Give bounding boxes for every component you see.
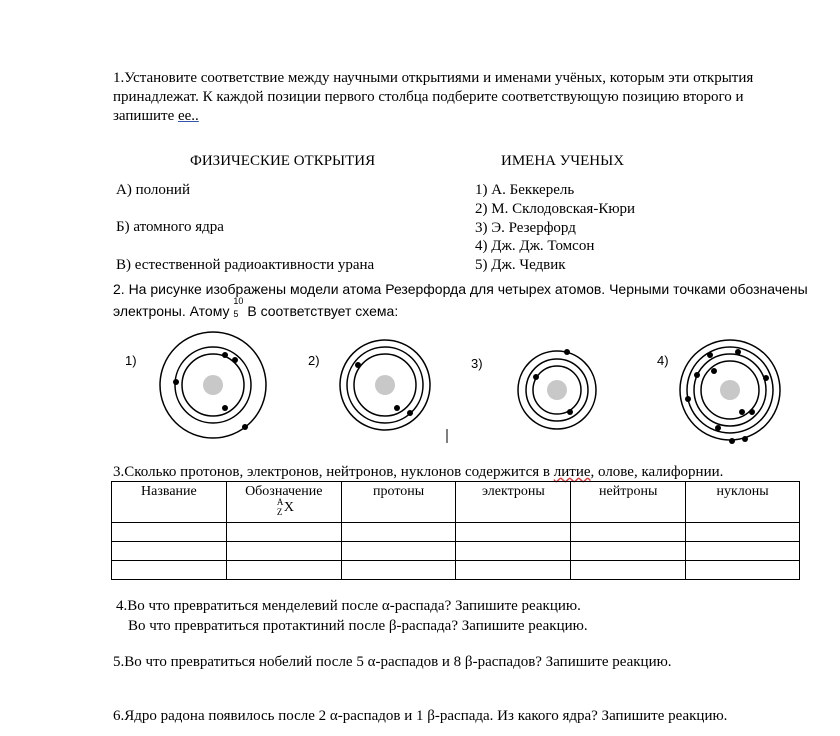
atom-3-electron xyxy=(533,374,539,380)
question-3-wavy-word: литие xyxy=(553,464,591,480)
header-neutrons: нейтроны xyxy=(571,482,686,523)
table-cell[interactable] xyxy=(456,542,571,561)
notation-number: Z xyxy=(276,507,283,517)
table-cell[interactable] xyxy=(341,542,456,561)
table-header-row xyxy=(112,482,800,523)
scientist-2: 2) М. Склодовская-Кюри xyxy=(475,201,636,217)
particles-table xyxy=(111,481,800,580)
atom-4-electron xyxy=(715,425,721,431)
header-notation xyxy=(226,482,341,523)
question-1-text xyxy=(113,69,808,126)
notation-symbol-group xyxy=(227,497,341,517)
scientists-header: ИМЕНА УЧЕНЫХ xyxy=(501,153,625,169)
isotope-symbol: B xyxy=(247,303,257,319)
isotope-mass: 10 xyxy=(233,296,244,307)
table-cell[interactable] xyxy=(112,542,227,561)
question-2-text xyxy=(113,278,813,322)
boron-isotope-notation xyxy=(233,296,247,320)
atom-3-label: 3) xyxy=(471,356,483,371)
table-cell[interactable] xyxy=(571,523,686,542)
isotope-number: 5 xyxy=(233,309,239,320)
atom-3 xyxy=(518,349,596,429)
atom-3-electron xyxy=(564,349,570,355)
atom-4-electron xyxy=(763,375,769,381)
discovery-a: А) полоний xyxy=(116,182,190,198)
atom-1 xyxy=(160,332,266,438)
question-2-after: соответствует схема: xyxy=(256,303,399,319)
header-nucleons: нуклоны xyxy=(686,482,800,523)
question-3-text xyxy=(113,463,723,482)
atom-3-electron xyxy=(567,409,573,415)
atom-4-electron xyxy=(735,349,741,355)
atom-4-nucleus xyxy=(720,380,740,400)
table-cell[interactable] xyxy=(686,523,800,542)
header-electrons: электроны xyxy=(456,482,571,523)
discovery-b: Б) атомного ядра xyxy=(116,219,224,235)
header-protons: протоны xyxy=(341,482,456,523)
table-cell[interactable] xyxy=(686,542,800,561)
scientist-4: 4) Дж. Дж. Томсон xyxy=(475,238,595,254)
atom-models xyxy=(0,328,840,448)
table-cell[interactable] xyxy=(226,542,341,561)
discovery-c: В) естественной радиоактивности урана xyxy=(116,257,375,273)
scientist-1: 1) А. Беккерель xyxy=(475,182,575,198)
atom-2-electron xyxy=(355,362,361,368)
atom-4-electron xyxy=(729,438,735,444)
atom-1-electron xyxy=(222,352,228,358)
table-cell[interactable] xyxy=(571,542,686,561)
atom-1-electron xyxy=(173,379,179,385)
table-cell[interactable] xyxy=(456,561,571,580)
table-cell[interactable] xyxy=(341,523,456,542)
atom-1-electron xyxy=(232,357,238,363)
atom-2-label: 2) xyxy=(308,353,320,368)
atom-2-electron xyxy=(394,405,400,411)
question-3-before: 3.Сколько протонов, электронов, нейтронов, нуклонов содержится в xyxy=(113,464,554,480)
atom-4-electron xyxy=(711,368,717,374)
header-name: Название xyxy=(112,482,227,523)
atom-4-electron xyxy=(739,409,745,415)
table-cell[interactable] xyxy=(112,523,227,542)
atom-2-nucleus xyxy=(375,375,395,395)
discoveries-header: ФИЗИЧЕСКИЕ ОТКРЫТИЯ xyxy=(190,153,376,169)
question-6-text: 6.Ядро радона появилось после 2 α-распадов и 1 β-распада. Из какого ядра? Запишите реакцию. xyxy=(113,708,728,724)
table-cell[interactable] xyxy=(571,561,686,580)
question-2-before: 2. На рисунке изображены модели атома Резерфорда для четырех атомов. Черными точками обозначены электроны. Атому xyxy=(113,281,808,319)
atom-4-electron xyxy=(749,409,755,415)
question-1-main: 1.Установите соответствие между научными открытиями и именами учёных, которым эти открытия принадлежат. К каждой позиции первого столбца подберите соответствующую позицию второго и запишите xyxy=(113,70,754,124)
table-cell[interactable] xyxy=(226,523,341,542)
table-row xyxy=(112,523,800,542)
table-cell[interactable] xyxy=(686,561,800,580)
table-cell[interactable] xyxy=(112,561,227,580)
question-5-text: 5.Во что превратиться нобелий после 5 α-распадов и 8 β-распадов? Запишите реакцию. xyxy=(113,654,672,670)
notation-mass: A xyxy=(276,497,284,507)
atom-1-nucleus xyxy=(203,375,223,395)
question-3-after: , олове, калифорнии. xyxy=(590,464,724,480)
question-4-line-1: 4.Во что превратиться менделевий после α-распада? Запишите реакцию. xyxy=(116,598,581,614)
table-cell[interactable] xyxy=(341,561,456,580)
table-cell[interactable] xyxy=(226,561,341,580)
atom-2-electron xyxy=(407,410,413,416)
atom-3-nucleus xyxy=(547,380,567,400)
table-row xyxy=(112,561,800,580)
question-4-line-2: Во что превратиться протактиний после β-распада? Запишите реакцию. xyxy=(128,618,588,634)
atom-1-electron xyxy=(242,424,248,430)
question-1-tail: ее.. xyxy=(177,108,199,124)
atom-1-electron xyxy=(222,405,228,411)
table-cell[interactable] xyxy=(456,523,571,542)
atom-4 xyxy=(680,340,780,444)
notation-symbol: X xyxy=(283,500,294,515)
atom-4-electron xyxy=(694,372,700,378)
atom-1-label: 1) xyxy=(125,353,137,368)
atom-4-label: 4) xyxy=(657,353,669,368)
scientist-5: 5) Дж. Чедвик xyxy=(475,257,566,273)
header-notation-label: Обозначение xyxy=(245,484,323,499)
atom-2 xyxy=(340,340,430,430)
atom-4-electron xyxy=(742,436,748,442)
scientist-3: 3) Э. Резерфорд xyxy=(475,220,576,236)
table-row xyxy=(112,542,800,561)
atom-4-electron xyxy=(707,352,713,358)
atom-4-electron xyxy=(685,396,691,402)
